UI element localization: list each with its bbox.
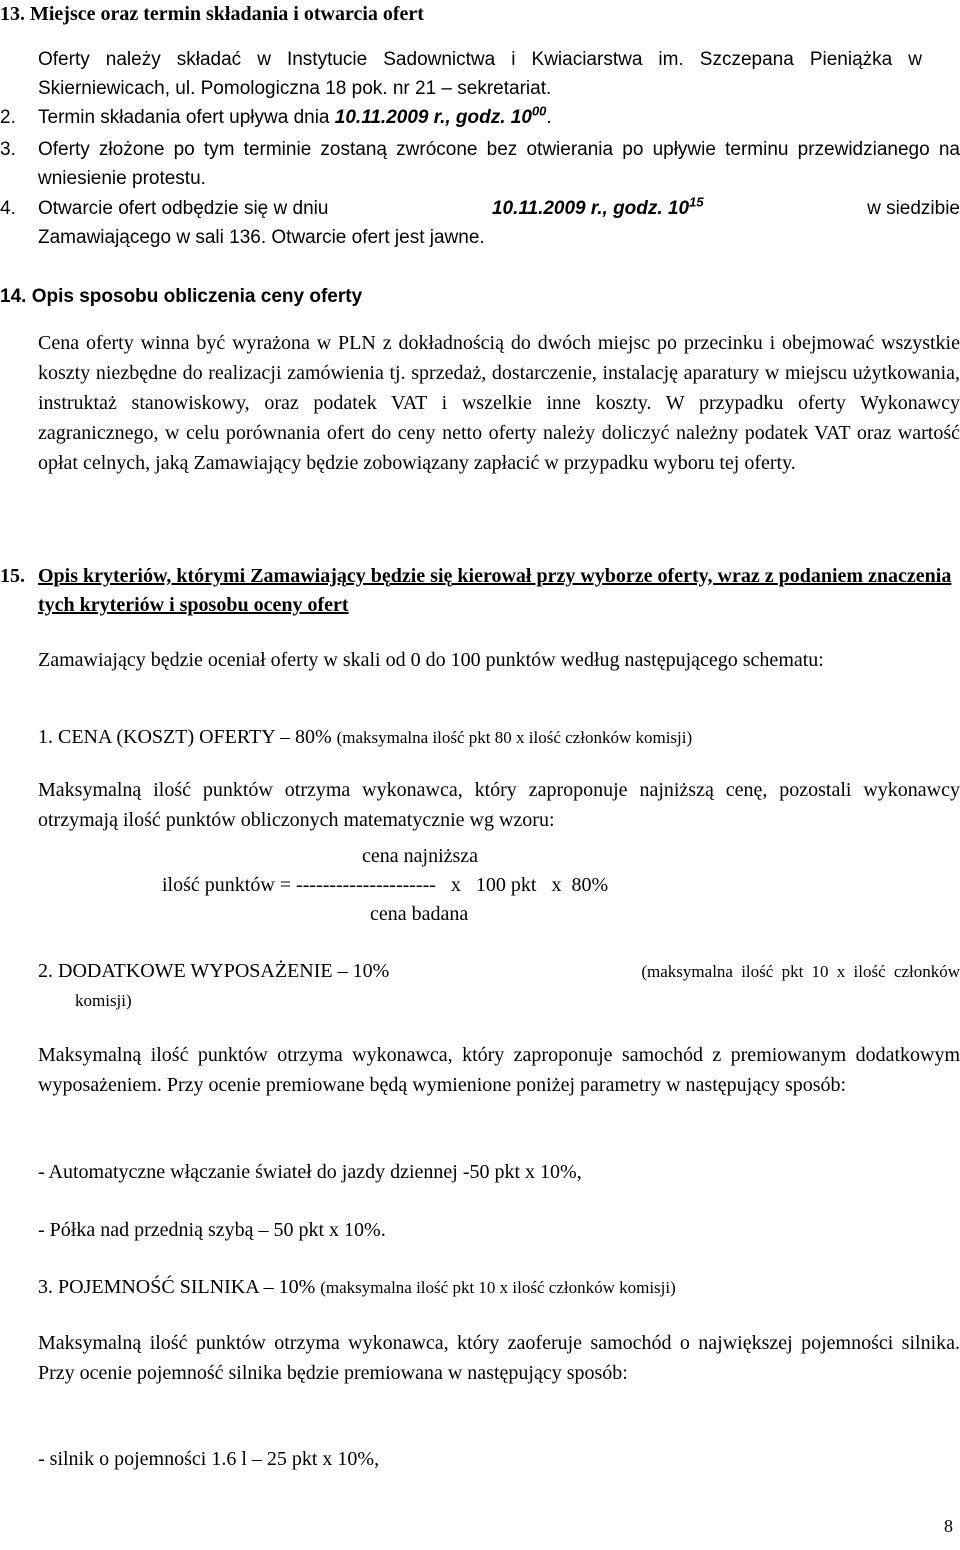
criterion-1-title: 1. CENA (KOSZT) OFERTY – 80% xyxy=(38,726,332,748)
formula-line: ilość punktów = --------------------- x 100 pkt x 80% xyxy=(162,874,609,896)
criterion-3-note: (maksymalna ilość pkt 10 x ilość członków komisji) xyxy=(320,1278,676,1297)
s13-item-1-number xyxy=(0,45,38,74)
criterion-2-note-cont: komisji) xyxy=(75,991,132,1010)
s13-item-2-text: Termin składania ofert upływa dnia xyxy=(38,107,330,128)
formula-denominator: cena badana xyxy=(370,903,469,925)
section-14-heading: 14. Opis sposobu obliczenia ceny oferty xyxy=(0,286,363,307)
criterion-2-bullet-1: - Automatyczne włączanie świateł do jazdy dziennej -50 pkt x 10%, xyxy=(38,1161,582,1183)
s14-body: Cena oferty winna być wyrażona w PLN z dokładnością do dwóch miejsc po przecinku i obejmować wszystkie koszty niezbędne do realizacji zamówienia tj. sprzedaż, dostarczenie, instalację aparatury w miejscu użytkowania, instruktaż stanowiskowy, oraz podatek VAT i wszelkie inne koszty. W przypadku oferty Wykonawcy zagranicznego, w celu porównania ofert do ceny netto oferty należy doliczyć należny podatek VAT oraz wartość opłat celnych, jaką Zamawiający będzie zobowiązany zapłacić w przypadku wyboru tej oferty. xyxy=(38,332,960,474)
criterion-3-title: 3. POJEMNOŚĆ SILNIKA – 10% xyxy=(38,1276,316,1298)
formula-numerator: cena najniższa xyxy=(362,845,479,867)
page-number: 8 xyxy=(944,1516,953,1536)
s13-item-3-text: Oferty złożone po tym terminie zostaną zwrócone bez otwierania po upływie terminu przewidzianego na wniesienie protestu. xyxy=(38,139,960,189)
criterion-3-body: Maksymalną ilość punktów otrzyma wykonawca, który zaoferuje samochód o największej pojemności silnika. Przy ocenie pojemność silnika będzie premiowana w następujący sposób: xyxy=(38,1332,960,1384)
criterion-3-bullet-1: - silnik o pojemności 1.6 l – 25 pkt x 10%, xyxy=(38,1448,380,1470)
criterion-2 xyxy=(38,957,960,1015)
s13-item-4-date: 10.11.2009 r., godz. 10 xyxy=(491,198,690,219)
s13-item-4 xyxy=(0,194,960,252)
criterion-1 xyxy=(38,723,960,752)
s15-intro: Zamawiający będzie oceniał oferty w skali od 0 do 100 punktów według następującego schematu: xyxy=(38,649,824,671)
s13-item-4-sup: 15 xyxy=(689,194,704,210)
s13-item-1 xyxy=(0,45,922,103)
s13-item-3 xyxy=(0,135,960,193)
s13-item-2-end: . xyxy=(546,107,552,128)
section-15-number: 15. xyxy=(0,565,25,587)
section-15-heading: Opis kryteriów, którymi Zamawiający będzie się kierował przy wyborze oferty, wraz z podaniem znaczenia tych kryteriów i sposobu oceny ofert xyxy=(38,565,952,616)
s13-item-4-line2: Zamawiającego w sali 136. Otwarcie ofert jest jawne. xyxy=(38,227,485,248)
section-13-heading: 13. Miejsce oraz termin składania i otwarcia ofert xyxy=(0,3,424,25)
criterion-1-note: (maksymalna ilość pkt 80 x ilość członków komisji) xyxy=(336,728,693,747)
s13-item-4-location: w siedzibie xyxy=(867,198,960,219)
criterion-1-body: Maksymalną ilość punktów otrzyma wykonawca, który zaproponuje najniższą cenę, pozostali wykonawcy otrzymają ilość punktów obliczonych matematycznie wg wzoru: xyxy=(38,779,960,831)
s13-item-2-number: 2. xyxy=(0,107,16,128)
s13-item-1-text: Oferty należy składać w Instytucie Sadownictwa i Kwiaciarstwa im. Szczepana Pieniążka w Skierniewicach, ul. Pomologiczna 18 pok. nr 21 – sekretariat. xyxy=(38,49,922,99)
s13-item-3-number: 3. xyxy=(0,139,16,160)
criterion-2-bullet-2: - Półka nad przednią szybą – 50 pkt x 10%. xyxy=(38,1219,386,1241)
criterion-3 xyxy=(38,1273,960,1302)
s13-item-4-number: 4. xyxy=(0,198,16,219)
criterion-2-title: 2. DODATKOWE WYPOSAŻENIE – 10% xyxy=(38,960,390,982)
s13-item-2-date: 10.11.2009 r., godz. 10 xyxy=(334,107,532,128)
s13-item-4-text: Otwarcie ofert odbędzie się w dniu xyxy=(38,198,329,219)
criterion-2-note: (maksymalna ilość pkt 10 x ilość członków xyxy=(641,962,960,981)
s13-item-2 xyxy=(0,103,938,132)
criterion-2-body: Maksymalną ilość punktów otrzyma wykonawca, który zaproponuje samochód z premiowanym dodatkowym wyposażeniem. Przy ocenie premiowane będą wymienione poniżej parametry w następujący sposób: xyxy=(38,1044,960,1096)
s13-item-2-sup: 00 xyxy=(531,103,547,119)
